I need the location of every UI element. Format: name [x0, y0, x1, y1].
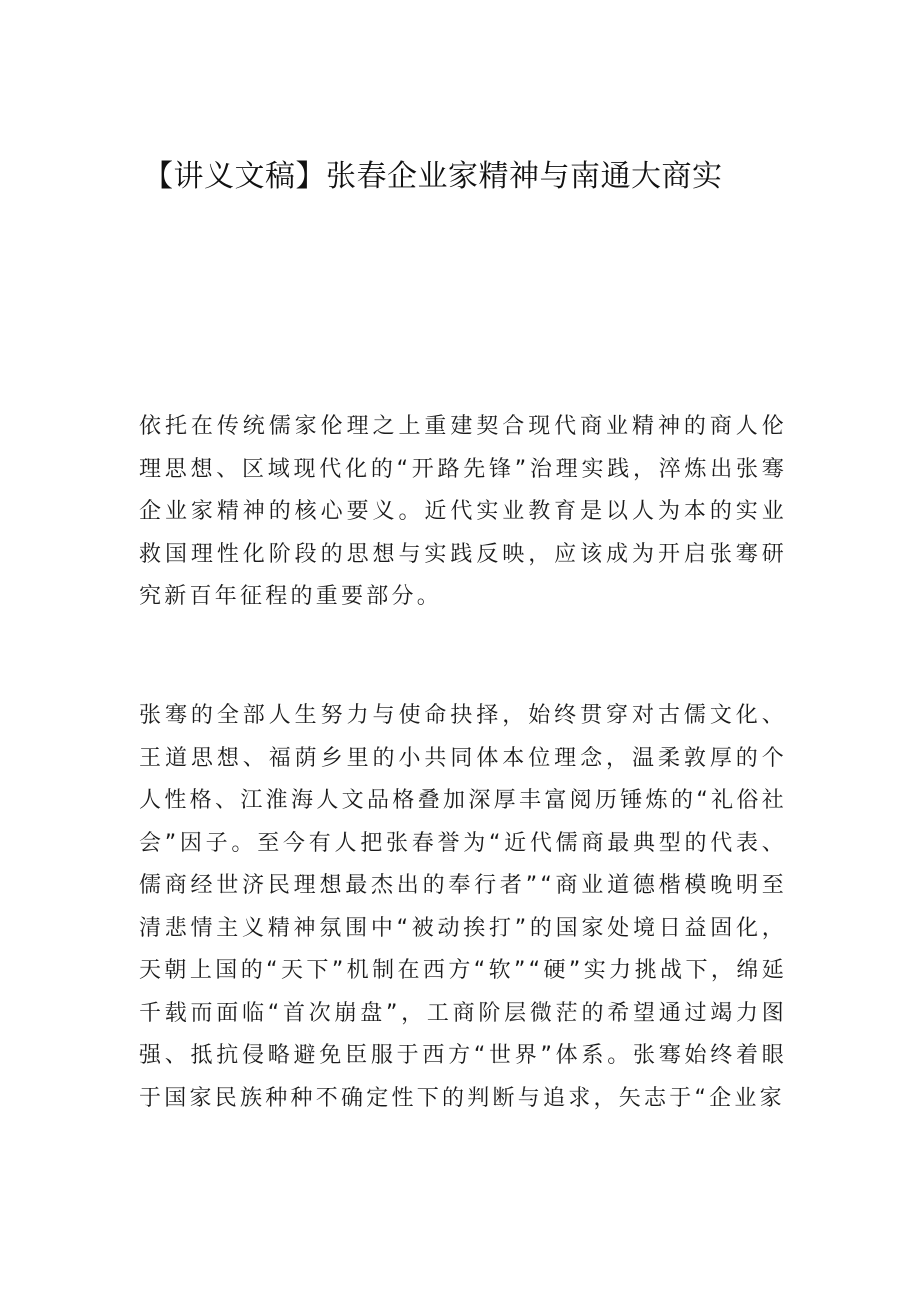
paragraph: 张骞的全部人生努力与使命抉择，始终贯穿对古儒文化、王道思想、福荫乡里的小共同体本位理念，温柔敦厚的个人性格、江淮海人文品格叠加深厚丰富阅历锤炼的“礼俗社会”因子。至今有人把张春誉为“近代儒商最典型的代表、儒商经世济民理想最杰出的奉行者”“商业道德楷模晚明至清悲情主义精神氛围中“被动挨打”的国家处境日益固化，天朝上国的“天下”机制在西方“软”“硬”实力挑战下，绵延千载而面临“首次崩盘”，工商阶层微茫的希望通过竭力图强、抵抗侵略避免臣服于西方“世界”体系。张骞始终着眼于国家民族种种不确定性下的判断与追求，矢志于“企业家 [139, 703, 787, 1111]
paragraph: 依托在传统儒家伦理之上重建契合现代商业精神的商人伦理思想、区域现代化的“开路先锋”治理实践，淬炼出张骞企业家精神的核心要义。近代实业教育是以人为本的实业救国理性化阶段的思想与实践反映，应该成为开启张骞研究新百年征程的重要部分。 [139, 414, 787, 609]
document-title: 【讲义文稿】张春企业家精神与南通大商实 [143, 159, 723, 194]
